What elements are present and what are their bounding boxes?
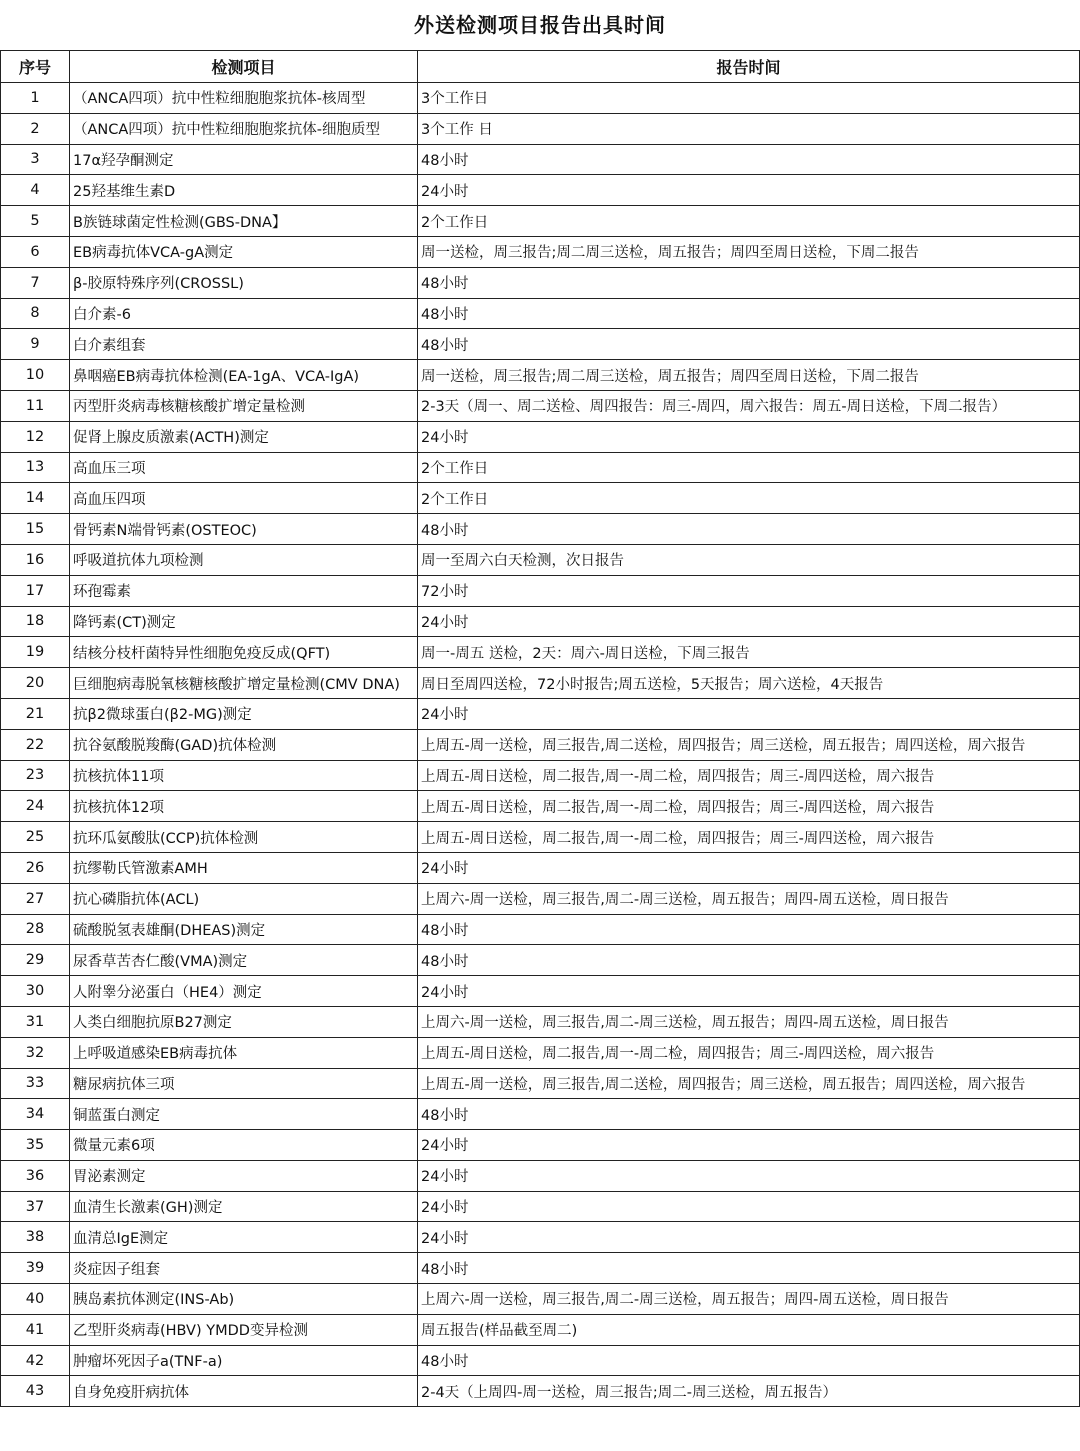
- report-time-cell: 24小时: [418, 1191, 1080, 1222]
- table-row: [1, 1160, 1080, 1191]
- row-index-cell: 20: [1, 668, 70, 699]
- row-index-cell: 22: [1, 729, 70, 760]
- report-time-cell: 24小时: [418, 421, 1080, 452]
- row-index-cell: 9: [1, 329, 70, 360]
- report-time-cell: 2个工作日: [418, 483, 1080, 514]
- report-time-cell: 48小时: [418, 914, 1080, 945]
- table-row: [1, 637, 1080, 668]
- test-item-cell: B族链球菌定性检测(GBS-DNA】: [70, 206, 418, 237]
- row-index-cell: 7: [1, 267, 70, 298]
- row-index-cell: 12: [1, 421, 70, 452]
- table-row: [1, 483, 1080, 514]
- test-item-cell: EB病毒抗体VCA-gA测定: [70, 236, 418, 267]
- row-index-cell: 32: [1, 1037, 70, 1068]
- table-row: [1, 1284, 1080, 1315]
- row-index-cell: 18: [1, 606, 70, 637]
- report-time-cell: 24小时: [418, 976, 1080, 1007]
- row-index-cell: 35: [1, 1130, 70, 1161]
- row-index-cell: 33: [1, 1068, 70, 1099]
- report-time-cell: 3个工作日: [418, 83, 1080, 114]
- row-index-cell: 3: [1, 144, 70, 175]
- test-item-cell: 胰岛素抗体测定(INS-Ab): [70, 1284, 418, 1315]
- report-time-cell: 2-3天（周一、周二送检、周四报告：周三-周四，周六报告：周五-周日送检，下周二报告）: [418, 390, 1080, 421]
- row-index-cell: 39: [1, 1253, 70, 1284]
- report-time-table: [0, 50, 1080, 1407]
- test-item-cell: 抗核抗体12项: [70, 791, 418, 822]
- row-index-cell: 4: [1, 175, 70, 206]
- test-item-cell: 自身免疫肝病抗体: [70, 1376, 418, 1407]
- report-time-cell: 周一送检，周三报告;周二周三送检，周五报告；周四至周日送检，下周二报告: [418, 236, 1080, 267]
- test-item-cell: 骨钙素N端骨钙素(OSTEOC): [70, 514, 418, 545]
- report-time-cell: 上周六-周一送检，周三报告,周二-周三送检，周五报告；周四-周五送检，周日报告: [418, 883, 1080, 914]
- table-row: [1, 729, 1080, 760]
- row-index-cell: 26: [1, 852, 70, 883]
- test-item-cell: 白介素-6: [70, 298, 418, 329]
- table-row: [1, 144, 1080, 175]
- table-row: [1, 206, 1080, 237]
- report-time-cell: 周一-周五 送检，2天：周六-周日送检，下周三报告: [418, 637, 1080, 668]
- table-row: [1, 575, 1080, 606]
- table-row: [1, 791, 1080, 822]
- report-time-cell: 24小时: [418, 852, 1080, 883]
- test-item-cell: 炎症因子组套: [70, 1253, 418, 1284]
- row-index-cell: 29: [1, 945, 70, 976]
- test-item-cell: 降钙素(CT)测定: [70, 606, 418, 637]
- table-row: [1, 113, 1080, 144]
- test-item-cell: 抗β2微球蛋白(β2-MG)测定: [70, 698, 418, 729]
- row-index-cell: 25: [1, 822, 70, 853]
- report-time-cell: 24小时: [418, 606, 1080, 637]
- test-item-cell: 巨细胞病毒脱氧核糖核酸扩增定量检测(CMV DNA): [70, 668, 418, 699]
- table-row: [1, 1222, 1080, 1253]
- report-time-cell: 48小时: [418, 1345, 1080, 1376]
- row-index-cell: 36: [1, 1160, 70, 1191]
- test-item-cell: 抗核抗体11项: [70, 760, 418, 791]
- table-row: [1, 1191, 1080, 1222]
- test-item-cell: 结核分枝杆菌特异性细胞免疫反成(QFT): [70, 637, 418, 668]
- test-item-cell: 硫酸脱氢表雄酮(DHEAS)测定: [70, 914, 418, 945]
- table-row: [1, 514, 1080, 545]
- row-index-cell: 24: [1, 791, 70, 822]
- row-index-cell: 21: [1, 698, 70, 729]
- test-item-cell: 抗心磷脂抗体(ACL): [70, 883, 418, 914]
- table-row: [1, 329, 1080, 360]
- table-row: [1, 298, 1080, 329]
- row-index-cell: 10: [1, 360, 70, 391]
- test-item-cell: 白介素组套: [70, 329, 418, 360]
- column-header-item: 检测项目: [70, 51, 418, 83]
- report-time-cell: 48小时: [418, 945, 1080, 976]
- row-index-cell: 2: [1, 113, 70, 144]
- table-row: [1, 360, 1080, 391]
- row-index-cell: 11: [1, 390, 70, 421]
- row-index-cell: 13: [1, 452, 70, 483]
- report-time-cell: 24小时: [418, 1130, 1080, 1161]
- test-item-cell: 25羟基维生素D: [70, 175, 418, 206]
- test-item-cell: 血清总IgE测定: [70, 1222, 418, 1253]
- report-time-cell: 上周五-周日送检，周二报告,周一-周二检，周四报告；周三-周四送检，周六报告: [418, 822, 1080, 853]
- report-time-cell: 48小时: [418, 1253, 1080, 1284]
- test-item-cell: 抗缪勒氏管激素AMH: [70, 852, 418, 883]
- test-item-cell: 高血压四项: [70, 483, 418, 514]
- table-row: [1, 760, 1080, 791]
- test-item-cell: 呼吸道抗体九项检测: [70, 544, 418, 575]
- row-index-cell: 17: [1, 575, 70, 606]
- table-row: [1, 1006, 1080, 1037]
- row-index-cell: 43: [1, 1376, 70, 1407]
- test-item-cell: 人附睾分泌蛋白（HE4）测定: [70, 976, 418, 1007]
- test-item-cell: 抗谷氨酸脱羧酶(GAD)抗体检测: [70, 729, 418, 760]
- row-index-cell: 38: [1, 1222, 70, 1253]
- table-row: [1, 1345, 1080, 1376]
- row-index-cell: 28: [1, 914, 70, 945]
- report-time-cell: 上周五-周一送检，周三报告,周二送检，周四报告；周三送检，周五报告；周四送检，周六报告: [418, 1068, 1080, 1099]
- row-index-cell: 1: [1, 83, 70, 114]
- test-item-cell: 糖尿病抗体三项: [70, 1068, 418, 1099]
- row-index-cell: 15: [1, 514, 70, 545]
- table-row: [1, 698, 1080, 729]
- row-index-cell: 31: [1, 1006, 70, 1037]
- table-row: [1, 1068, 1080, 1099]
- table-row: [1, 83, 1080, 114]
- test-item-cell: 胃泌素测定: [70, 1160, 418, 1191]
- report-time-cell: 周日至周四送检，72小时报告;周五送检，5天报告；周六送检，4天报告: [418, 668, 1080, 699]
- table-row: [1, 1376, 1080, 1407]
- table-row: [1, 883, 1080, 914]
- row-index-cell: 40: [1, 1284, 70, 1315]
- report-time-cell: 周一送检，周三报告;周二周三送检，周五报告；周四至周日送检，下周二报告: [418, 360, 1080, 391]
- table-row: [1, 544, 1080, 575]
- row-index-cell: 23: [1, 760, 70, 791]
- row-index-cell: 19: [1, 637, 70, 668]
- test-item-cell: 抗环瓜氨酸肽(CCP)抗体检测: [70, 822, 418, 853]
- report-time-cell: 3个工作 日: [418, 113, 1080, 144]
- table-row: [1, 390, 1080, 421]
- table-row: [1, 976, 1080, 1007]
- report-time-cell: 48小时: [418, 329, 1080, 360]
- row-index-cell: 8: [1, 298, 70, 329]
- row-index-cell: 34: [1, 1099, 70, 1130]
- table-row: [1, 1099, 1080, 1130]
- report-time-cell: 24小时: [418, 698, 1080, 729]
- test-item-cell: 高血压三项: [70, 452, 418, 483]
- row-index-cell: 6: [1, 236, 70, 267]
- test-item-cell: 环孢霉素: [70, 575, 418, 606]
- test-item-cell: 血清生长激素(GH)测定: [70, 1191, 418, 1222]
- page-title: 外送检测项目报告出具时间: [414, 13, 666, 37]
- test-item-cell: （ANCA四项）抗中性粒细胞胞浆抗体-细胞质型: [70, 113, 418, 144]
- report-time-cell: 48小时: [418, 298, 1080, 329]
- report-time-cell: 48小时: [418, 514, 1080, 545]
- report-time-cell: 上周六-周一送检，周三报告,周二-周三送检，周五报告；周四-周五送检，周日报告: [418, 1284, 1080, 1315]
- report-time-cell: 24小时: [418, 175, 1080, 206]
- report-time-cell: 2个工作日: [418, 452, 1080, 483]
- table-row: [1, 267, 1080, 298]
- report-time-cell: 周五报告(样品截至周二): [418, 1314, 1080, 1345]
- table-row: [1, 1253, 1080, 1284]
- test-item-cell: （ANCA四项）抗中性粒细胞胞浆抗体-核周型: [70, 83, 418, 114]
- test-item-cell: β-胶原特殊序列(CROSSL): [70, 267, 418, 298]
- test-item-cell: 上呼吸道感染EB病毒抗体: [70, 1037, 418, 1068]
- report-time-cell: 周一至周六白天检测，次日报告: [418, 544, 1080, 575]
- report-time-cell: 上周六-周一送检，周三报告,周二-周三送检，周五报告；周四-周五送检，周日报告: [418, 1006, 1080, 1037]
- row-index-cell: 30: [1, 976, 70, 1007]
- table-row: [1, 852, 1080, 883]
- report-time-cell: 24小时: [418, 1160, 1080, 1191]
- table-row: [1, 1314, 1080, 1345]
- row-index-cell: 41: [1, 1314, 70, 1345]
- report-time-cell: 2个工作日: [418, 206, 1080, 237]
- report-time-cell: 2-4天（上周四-周一送检，周三报告;周二-周三送检，周五报告）: [418, 1376, 1080, 1407]
- row-index-cell: 37: [1, 1191, 70, 1222]
- test-item-cell: 17α羟孕酮测定: [70, 144, 418, 175]
- row-index-cell: 42: [1, 1345, 70, 1376]
- table-row: [1, 1037, 1080, 1068]
- report-time-cell: 24小时: [418, 1222, 1080, 1253]
- table-row: [1, 175, 1080, 206]
- row-index-cell: 5: [1, 206, 70, 237]
- test-item-cell: 肿瘤坏死因子a(TNF-a): [70, 1345, 418, 1376]
- test-item-cell: 丙型肝炎病毒核糖核酸扩增定量检测: [70, 390, 418, 421]
- row-index-cell: 16: [1, 544, 70, 575]
- table-header-row: [1, 51, 1080, 83]
- test-item-cell: 乙型肝炎病毒(HBV) YMDD变异检测: [70, 1314, 418, 1345]
- table-row: [1, 236, 1080, 267]
- report-time-cell: 上周五-周一送检，周三报告,周二送检，周四报告；周三送检，周五报告；周四送检，周六报告: [418, 729, 1080, 760]
- table-row: [1, 452, 1080, 483]
- report-time-cell: 上周五-周日送检，周二报告,周一-周二检，周四报告；周三-周四送检，周六报告: [418, 760, 1080, 791]
- test-item-cell: 铜蓝蛋白测定: [70, 1099, 418, 1130]
- table-row: [1, 822, 1080, 853]
- test-item-cell: 微量元素6项: [70, 1130, 418, 1161]
- report-time-cell: 48小时: [418, 1099, 1080, 1130]
- test-item-cell: 人类白细胞抗原B27测定: [70, 1006, 418, 1037]
- test-item-cell: 鼻咽癌EB病毒抗体检测(EA-1gA、VCA-IgA): [70, 360, 418, 391]
- report-time-cell: 上周五-周日送检，周二报告,周一-周二检，周四报告；周三-周四送检，周六报告: [418, 1037, 1080, 1068]
- table-row: [1, 606, 1080, 637]
- table-row: [1, 421, 1080, 452]
- report-time-cell: 上周五-周日送检，周二报告,周一-周二检，周四报告；周三-周四送检，周六报告: [418, 791, 1080, 822]
- test-item-cell: 促肾上腺皮质激素(ACTH)测定: [70, 421, 418, 452]
- row-index-cell: 27: [1, 883, 70, 914]
- table-row: [1, 1130, 1080, 1161]
- report-time-cell: 72小时: [418, 575, 1080, 606]
- test-item-cell: 尿香草苦杏仁酸(VMA)测定: [70, 945, 418, 976]
- report-time-cell: 48小时: [418, 144, 1080, 175]
- column-header-index: 序号: [1, 51, 70, 83]
- table-row: [1, 945, 1080, 976]
- table-row: [1, 914, 1080, 945]
- row-index-cell: 14: [1, 483, 70, 514]
- report-time-cell: 48小时: [418, 267, 1080, 298]
- column-header-time: 报告时间: [418, 51, 1080, 83]
- table-row: [1, 668, 1080, 699]
